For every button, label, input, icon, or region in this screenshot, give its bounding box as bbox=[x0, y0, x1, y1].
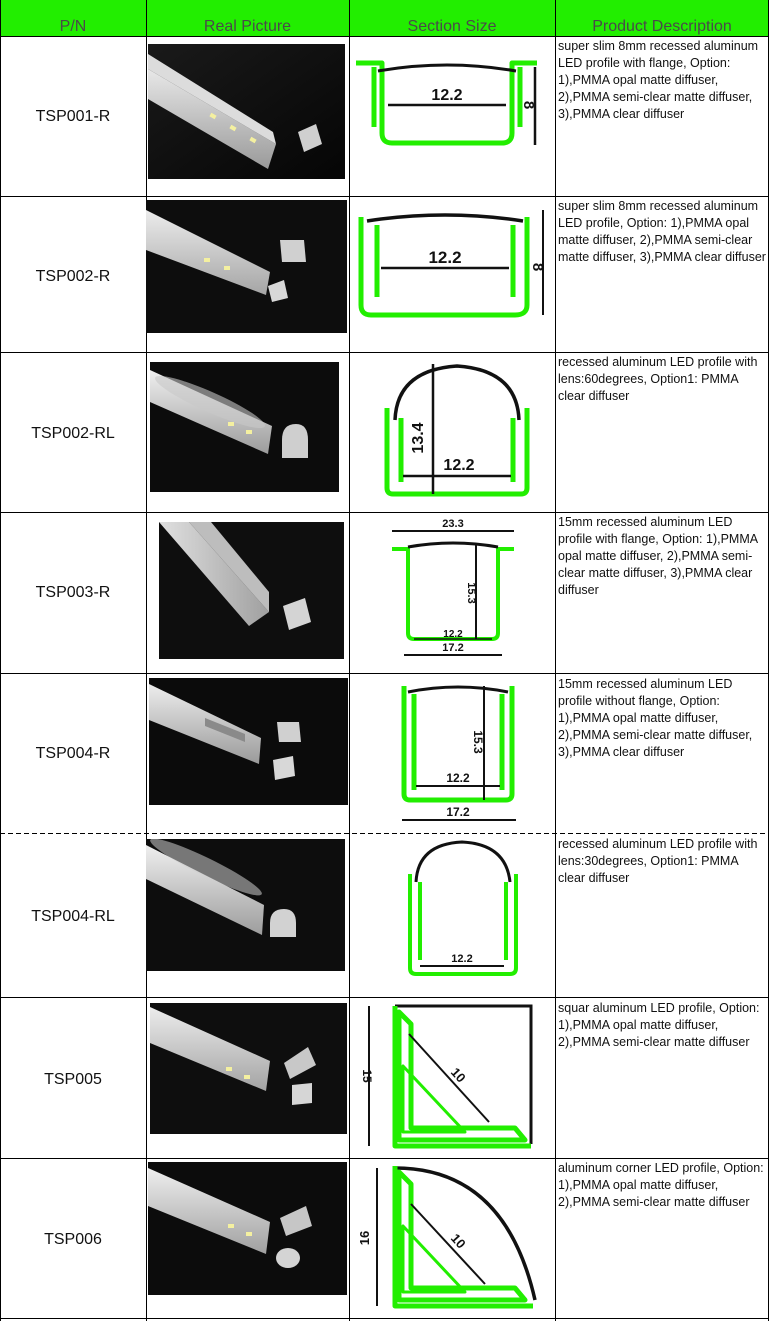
section-drawing bbox=[355, 1160, 547, 1315]
grid-line bbox=[555, 0, 556, 1321]
part-number: TSP004-RL bbox=[31, 908, 115, 925]
dimension-label: 23.3 bbox=[442, 518, 464, 530]
section-drawing bbox=[406, 840, 520, 980]
product-description: 15mm recessed aluminum LED profile with flange, Option: 1),PMMA opal matte diffuser, 2),PMMA semi-clear matte diffuser, 3),PMMA clear diffuser bbox=[558, 515, 758, 597]
header-product-description: Product Description bbox=[555, 0, 769, 36]
dimension-label: 10 bbox=[447, 1064, 469, 1086]
product-photo bbox=[146, 200, 347, 333]
grid-line bbox=[0, 673, 769, 674]
product-photo bbox=[148, 44, 345, 179]
part-number: TSP002-R bbox=[35, 268, 111, 285]
grid-line bbox=[0, 0, 1, 1321]
product-photo bbox=[150, 1003, 347, 1134]
dimension-label: 13.4 bbox=[410, 422, 427, 454]
product-photo bbox=[150, 362, 339, 492]
section-drawing bbox=[352, 55, 547, 150]
section-drawing bbox=[398, 680, 520, 827]
dimension-label: 17.2 bbox=[446, 805, 470, 819]
product-description: recessed aluminum LED profile with lens:60degrees, Option1: PMMA clear diffuser bbox=[558, 355, 758, 403]
dimension-label: 15.3 bbox=[465, 582, 477, 604]
grid-line bbox=[0, 997, 769, 998]
section-drawing bbox=[383, 360, 533, 500]
product-description: squar aluminum LED profile, Option: 1),PMMA opal matte diffuser, 2),PMMA semi-clear matte diffuser bbox=[558, 1001, 760, 1049]
grid-line bbox=[0, 833, 769, 834]
product-description: super slim 8mm recessed aluminum LED profile, Option: 1),PMMA opal matte diffuser, 2),PMMA semi-clear matte diffuser, 3),PMMA clear diffuser bbox=[558, 199, 766, 264]
product-photo bbox=[149, 678, 348, 805]
dimension-label: 8 bbox=[520, 100, 537, 110]
product-photo bbox=[159, 522, 344, 659]
product-description: recessed aluminum LED profile with lens:30degrees, Option1: PMMA clear diffuser bbox=[558, 837, 758, 885]
part-number: TSP004-R bbox=[35, 745, 111, 762]
part-number: TSP003-R bbox=[35, 584, 111, 601]
product-photo bbox=[146, 839, 345, 971]
dimension-label: 10 bbox=[447, 1230, 469, 1252]
dimension-label: 12.2 bbox=[431, 87, 463, 104]
dimension-label: 12.2 bbox=[446, 771, 470, 785]
grid-line bbox=[349, 0, 350, 1321]
part-number: TSP005 bbox=[44, 1071, 102, 1088]
dimension-label: 12.2 bbox=[428, 248, 462, 267]
dimension-label: 12.2 bbox=[443, 457, 475, 474]
dimension-label: 8 bbox=[529, 262, 546, 272]
dimension-label: 17.2 bbox=[442, 642, 464, 654]
grid-line bbox=[0, 1318, 769, 1319]
grid-line bbox=[0, 352, 769, 353]
product-photo bbox=[148, 1162, 347, 1295]
part-number: TSP002-RL bbox=[31, 425, 115, 442]
grid-line bbox=[146, 0, 147, 1321]
grid-line bbox=[0, 36, 769, 37]
section-drawing bbox=[355, 1000, 547, 1155]
dimension-label: 15 bbox=[360, 1069, 374, 1083]
grid-line bbox=[0, 512, 769, 513]
header-section-size: Section Size bbox=[349, 0, 555, 36]
part-number: TSP006 bbox=[44, 1231, 102, 1248]
dimension-label: 15.3 bbox=[471, 730, 485, 754]
section-drawing bbox=[355, 205, 555, 323]
header-real-picture: Real Picture bbox=[146, 0, 349, 36]
product-description: super slim 8mm recessed aluminum LED profile with flange, Option: 1),PMMA opal matte diffuser, 2),PMMA semi-clear matte diffuser, 3),PMMA clear diffuser bbox=[558, 39, 759, 121]
grid-line bbox=[0, 196, 769, 197]
section-drawing bbox=[388, 515, 518, 662]
dimension-label: 16 bbox=[357, 1230, 372, 1246]
grid-line bbox=[0, 1158, 769, 1159]
dimension-label: 12.2 bbox=[443, 629, 463, 640]
product-description: 15mm recessed aluminum LED profile without flange, Option: 1),PMMA opal matte diffuser, 2),PMMA semi-clear matte diffuser, 3),PMMA clear diffuser bbox=[558, 677, 753, 759]
part-number: TSP001-R bbox=[35, 108, 111, 125]
header-pn: P/N bbox=[0, 0, 146, 36]
product-description: aluminum corner LED profile, Option: 1),PMMA opal matte diffuser, 2),PMMA semi-clear matte diffuser bbox=[558, 1161, 764, 1209]
dimension-label: 12.2 bbox=[451, 953, 473, 965]
